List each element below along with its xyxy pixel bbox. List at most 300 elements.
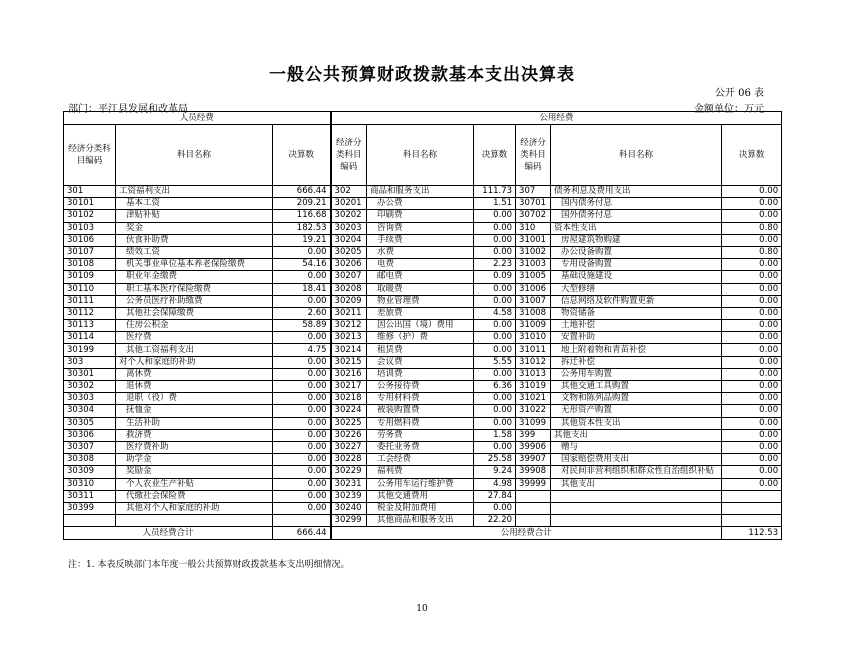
code-cell: 30204 [331,234,367,246]
amount-cell: 4.75 [273,344,331,356]
amount-cell: 0.00 [273,246,331,258]
name-header: 科目名称 [367,125,474,186]
code-cell: 399 [516,429,551,441]
code-cell: 302 [331,186,367,198]
table-row [64,502,782,514]
amount-cell: 0.00 [273,417,331,429]
name-cell: 因公出国（境）费用 [367,320,474,332]
table-row [64,234,782,246]
name-cell: 奖励金 [116,466,273,478]
name-cell: 其他资本性支出 [551,417,722,429]
code-cell: 303 [64,356,116,368]
amount-header: 决算数 [474,125,516,186]
table-row [64,271,782,283]
name-cell: 印刷费 [367,210,474,222]
name-cell: 赠与 [551,441,722,453]
code-cell: 39999 [516,478,551,490]
table-row [64,307,782,319]
name-cell: 物资储备 [551,307,722,319]
amount-cell: 0.00 [474,405,516,417]
name-cell: 国家赔偿费用支出 [551,454,722,466]
column-header-row [64,125,782,186]
name-cell: 地上附着物和青苗补偿 [551,344,722,356]
amount-cell: 0.00 [474,344,516,356]
footnote: 注：1. 本表反映部门本年度一般公共预算财政拨款基本支出明细情况。 [68,560,350,570]
amount-cell: 0.00 [273,271,331,283]
table-row [64,210,782,222]
name-cell: 公务接待费 [367,381,474,393]
amount-cell: 22.20 [474,515,516,527]
name-cell: 水费 [367,246,474,258]
amount-cell: 1.51 [474,198,516,210]
amount-cell: 0.00 [722,381,782,393]
name-cell: 被装购置费 [367,405,474,417]
code-cell: 30112 [64,307,116,319]
code-cell: 31003 [516,259,551,271]
amount-cell: 4.58 [474,307,516,319]
table-row [64,466,782,478]
name-cell: 办公费 [367,198,474,210]
code-cell: 30207 [331,271,367,283]
table-row [64,344,782,356]
code-cell: 30114 [64,332,116,344]
code-header: 经济分类科目编码 [64,125,116,186]
amount-cell: 0.00 [273,466,331,478]
amount-cell: 0.00 [722,186,782,198]
table-row [64,490,782,502]
name-cell: 取暖费 [367,283,474,295]
amount-cell: 27.84 [474,490,516,502]
code-cell: 30308 [64,454,116,466]
name-cell: 维修（护）费 [367,332,474,344]
amount-cell: 0.00 [722,405,782,417]
name-cell: 绩效工资 [116,246,273,258]
code-cell [516,515,551,527]
personnel-section-header: 人员经费 [64,112,331,125]
code-cell: 30206 [331,259,367,271]
code-cell: 30229 [331,466,367,478]
name-cell: 咨询费 [367,222,474,234]
amount-cell: 0.00 [273,490,331,502]
expenditure-table [63,111,782,540]
code-cell: 30201 [331,198,367,210]
code-cell: 30224 [331,405,367,417]
form-number: 公开 06 表 [714,88,764,99]
name-cell: 抚恤金 [116,405,273,417]
name-cell: 基本工资 [116,198,273,210]
code-cell [516,502,551,514]
name-cell [551,502,722,514]
code-cell: 30214 [331,344,367,356]
name-cell: 助学金 [116,454,273,466]
name-cell: 土地补偿 [551,320,722,332]
amount-cell: 0.00 [474,417,516,429]
table-row [64,198,782,210]
amount-cell: 0.00 [722,307,782,319]
table-row [64,429,782,441]
amount-header: 决算数 [722,125,782,186]
name-cell: 物业管理费 [367,295,474,307]
code-cell: 31022 [516,405,551,417]
table-row [64,332,782,344]
code-cell: 30311 [64,490,116,502]
code-cell: 30310 [64,478,116,490]
code-cell: 30103 [64,222,116,234]
personnel-total-amount: 666.44 [273,527,331,540]
name-cell: 公务员医疗补助缴费 [116,295,273,307]
code-cell: 30109 [64,271,116,283]
code-cell: 30102 [64,210,116,222]
table-row [64,283,782,295]
unit-label: 金额单位：万元 [694,104,764,115]
code-cell: 310 [516,222,551,234]
code-cell: 30306 [64,429,116,441]
amount-cell: 0.00 [722,344,782,356]
code-cell: 30231 [331,478,367,490]
amount-cell: 0.00 [722,283,782,295]
code-cell: 31021 [516,393,551,405]
amount-cell: 0.00 [722,271,782,283]
code-cell: 30309 [64,466,116,478]
amount-cell: 0.00 [273,332,331,344]
table-row [64,417,782,429]
code-cell: 31013 [516,368,551,380]
name-cell: 文物和陈列品购置 [551,393,722,405]
code-cell: 30218 [331,393,367,405]
amount-cell: 0.00 [474,368,516,380]
code-cell: 30205 [331,246,367,258]
code-cell: 30239 [331,490,367,502]
code-cell: 30226 [331,429,367,441]
code-cell: 30108 [64,259,116,271]
table-row [64,381,782,393]
code-cell: 30199 [64,344,116,356]
name-cell: 商品和服务支出 [367,186,474,198]
name-cell: 其他社会保障缴费 [116,307,273,319]
amount-cell: 0.00 [474,502,516,514]
name-cell: 债务利息及费用支出 [551,186,722,198]
amount-cell: 0.80 [722,222,782,234]
code-cell: 30399 [64,502,116,514]
name-cell: 工会经费 [367,454,474,466]
amount-cell: 182.53 [273,222,331,234]
code-cell: 31006 [516,283,551,295]
public-section-header: 公用经费 [331,112,782,125]
amount-cell: 0.80 [722,246,782,258]
name-header: 科目名称 [116,125,273,186]
amount-cell: 0.00 [474,283,516,295]
amount-cell: 19.21 [273,234,331,246]
name-cell: 资本性支出 [551,222,722,234]
amount-cell: 5.55 [474,356,516,368]
amount-cell: 54.16 [273,259,331,271]
table-row [64,454,782,466]
amount-cell: 0.00 [722,454,782,466]
amount-cell: 0.00 [722,332,782,344]
amount-cell: 666.44 [273,186,331,198]
code-cell: 30304 [64,405,116,417]
name-cell: 国内债务付息 [551,198,722,210]
code-cell: 30101 [64,198,116,210]
name-cell: 差旅费 [367,307,474,319]
amount-cell: 0.09 [474,271,516,283]
public-total-amount: 112.53 [722,527,782,540]
amount-cell: 9.24 [474,466,516,478]
amount-cell: 0.00 [273,454,331,466]
amount-cell [722,515,782,527]
amount-cell: 0.00 [722,466,782,478]
amount-cell: 25.58 [474,454,516,466]
code-cell: 30240 [331,502,367,514]
table-row [64,246,782,258]
code-cell: 30111 [64,295,116,307]
section-header-row [64,112,782,125]
amount-cell: 0.00 [722,210,782,222]
amount-cell: 0.00 [273,368,331,380]
name-cell: 对个人和家庭的补助 [116,356,273,368]
code-cell: 30202 [331,210,367,222]
name-cell: 信息网络及软件购置更新 [551,295,722,307]
name-cell: 退休费 [116,381,273,393]
code-cell: 30209 [331,295,367,307]
name-cell: 救济费 [116,429,273,441]
code-cell: 30301 [64,368,116,380]
code-cell: 30305 [64,417,116,429]
name-cell: 委托业务费 [367,441,474,453]
amount-cell: 0.00 [722,295,782,307]
amount-cell: 0.00 [273,441,331,453]
code-header: 经济分类科目编码 [516,125,551,186]
name-cell: 会议费 [367,356,474,368]
name-cell: 拆迁补偿 [551,356,722,368]
code-cell: 30106 [64,234,116,246]
name-cell: 其他支出 [551,429,722,441]
amount-cell: 0.00 [273,356,331,368]
amount-cell: 0.00 [474,234,516,246]
code-cell: 30228 [331,454,367,466]
code-cell: 30208 [331,283,367,295]
name-cell: 对民间非营利组织和群众性自治组织补贴 [551,466,722,478]
amount-cell: 0.00 [474,295,516,307]
code-cell [64,515,116,527]
name-cell: 其他交通费用 [367,490,474,502]
name-cell: 专用材料费 [367,393,474,405]
personnel-total-label: 人员经费合计 [64,527,273,540]
amount-cell [722,490,782,502]
name-cell: 职业年金缴费 [116,271,273,283]
name-header: 科目名称 [551,125,722,186]
amount-cell: 0.00 [474,393,516,405]
amount-cell [722,502,782,514]
code-cell: 30212 [331,320,367,332]
name-cell: 个人农业生产补贴 [116,478,273,490]
name-cell: 劳务费 [367,429,474,441]
name-cell: 基础设施建设 [551,271,722,283]
code-cell: 31001 [516,234,551,246]
code-cell [516,490,551,502]
name-cell: 税金及附加费用 [367,502,474,514]
name-cell: 退职（役）费 [116,393,273,405]
code-cell: 30702 [516,210,551,222]
code-cell: 31007 [516,295,551,307]
code-cell: 30701 [516,198,551,210]
amount-cell: 0.00 [722,393,782,405]
name-cell: 医疗费 [116,332,273,344]
amount-cell: 0.00 [273,502,331,514]
amount-cell: 2.60 [273,307,331,319]
table-row [64,405,782,417]
amount-cell: 0.00 [722,356,782,368]
amount-cell: 209.21 [273,198,331,210]
amount-cell: 0.00 [273,429,331,441]
name-cell: 专用燃料费 [367,417,474,429]
amount-cell: 0.00 [722,441,782,453]
amount-cell: 0.00 [722,478,782,490]
amount-cell: 0.00 [722,234,782,246]
code-cell: 30113 [64,320,116,332]
name-cell: 生活补助 [116,417,273,429]
code-cell: 30203 [331,222,367,234]
table-row [64,515,782,527]
name-cell [116,515,273,527]
name-cell: 专用设备购置 [551,259,722,271]
amount-cell: 0.00 [722,320,782,332]
amount-cell: 0.00 [474,332,516,344]
amount-header: 决算数 [273,125,331,186]
table-row [64,222,782,234]
table-row [64,186,782,198]
table-row [64,478,782,490]
amount-cell: 0.00 [722,198,782,210]
name-cell: 工资福利支出 [116,186,273,198]
amount-cell: 58.89 [273,320,331,332]
code-cell: 30110 [64,283,116,295]
amount-cell: 0.00 [722,417,782,429]
amount-cell: 2.23 [474,259,516,271]
name-cell [551,515,722,527]
department-label: 部门：平江县发展和改革局 [68,104,188,115]
code-cell: 307 [516,186,551,198]
amount-cell: 0.00 [273,478,331,490]
code-cell: 301 [64,186,116,198]
code-cell: 31008 [516,307,551,319]
table-row [64,320,782,332]
code-cell: 39906 [516,441,551,453]
table-row [64,441,782,453]
code-cell: 30303 [64,393,116,405]
name-cell: 邮电费 [367,271,474,283]
name-cell: 津贴补贴 [116,210,273,222]
table-row [64,368,782,380]
code-cell: 30307 [64,441,116,453]
amount-cell: 0.00 [273,405,331,417]
name-cell: 其他交通工具购置 [551,381,722,393]
code-cell: 30213 [331,332,367,344]
name-cell: 代缴社会保险费 [116,490,273,502]
code-cell: 31010 [516,332,551,344]
name-cell: 租赁费 [367,344,474,356]
name-cell: 国外债务付息 [551,210,722,222]
amount-cell: 0.00 [273,393,331,405]
total-row [64,527,782,540]
code-cell: 31099 [516,417,551,429]
name-cell [551,490,722,502]
amount-cell: 111.73 [474,186,516,198]
name-cell: 职工基本医疗保险缴费 [116,283,273,295]
name-cell: 大型修缮 [551,283,722,295]
name-cell: 手续费 [367,234,474,246]
code-cell: 30216 [331,368,367,380]
name-cell: 福利费 [367,466,474,478]
name-cell: 伙食补助费 [116,234,273,246]
code-cell: 31019 [516,381,551,393]
name-cell: 医疗费补助 [116,441,273,453]
name-cell: 公务用车运行维护费 [367,478,474,490]
name-cell: 安置补助 [551,332,722,344]
table-row [64,259,782,271]
code-cell: 30215 [331,356,367,368]
code-cell: 39907 [516,454,551,466]
code-header: 经济分类科目编码 [331,125,367,186]
table-row [64,295,782,307]
code-cell: 31012 [516,356,551,368]
amount-cell: 0.00 [474,320,516,332]
name-cell: 无形资产购置 [551,405,722,417]
amount-cell [273,515,331,527]
public-total-label: 公用经费合计 [331,527,722,540]
amount-cell: 0.00 [273,295,331,307]
amount-cell: 0.00 [474,222,516,234]
name-cell: 电费 [367,259,474,271]
name-cell: 其他支出 [551,478,722,490]
name-cell: 培训费 [367,368,474,380]
amount-cell: 0.00 [474,441,516,453]
name-cell: 公务用车购置 [551,368,722,380]
code-cell: 30211 [331,307,367,319]
code-cell: 30225 [331,417,367,429]
name-cell: 其他对个人和家庭的补助 [116,502,273,514]
name-cell: 办公设备购置 [551,246,722,258]
code-cell: 39908 [516,466,551,478]
name-cell: 机关事业单位基本养老保险缴费 [116,259,273,271]
name-cell: 房屋建筑物购建 [551,234,722,246]
code-cell: 31009 [516,320,551,332]
name-cell: 住房公积金 [116,320,273,332]
name-cell: 其他工资福利支出 [116,344,273,356]
code-cell: 30302 [64,381,116,393]
table-row [64,393,782,405]
amount-cell: 18.41 [273,283,331,295]
code-cell: 31011 [516,344,551,356]
name-cell: 其他商品和服务支出 [367,515,474,527]
table-row [64,356,782,368]
amount-cell: 0.00 [722,368,782,380]
amount-cell: 0.00 [474,246,516,258]
code-cell: 30299 [331,515,367,527]
code-cell: 31005 [516,271,551,283]
code-cell: 30107 [64,246,116,258]
page-title: 一般公共预算财政拨款基本支出决算表 [269,65,575,85]
amount-cell: 0.00 [722,259,782,271]
name-cell: 奖金 [116,222,273,234]
name-cell: 离休费 [116,368,273,380]
amount-cell: 4.98 [474,478,516,490]
amount-cell: 6.36 [474,381,516,393]
amount-cell: 0.00 [722,429,782,441]
page-number: 10 [416,604,428,614]
amount-cell: 1.58 [474,429,516,441]
amount-cell: 116.68 [273,210,331,222]
